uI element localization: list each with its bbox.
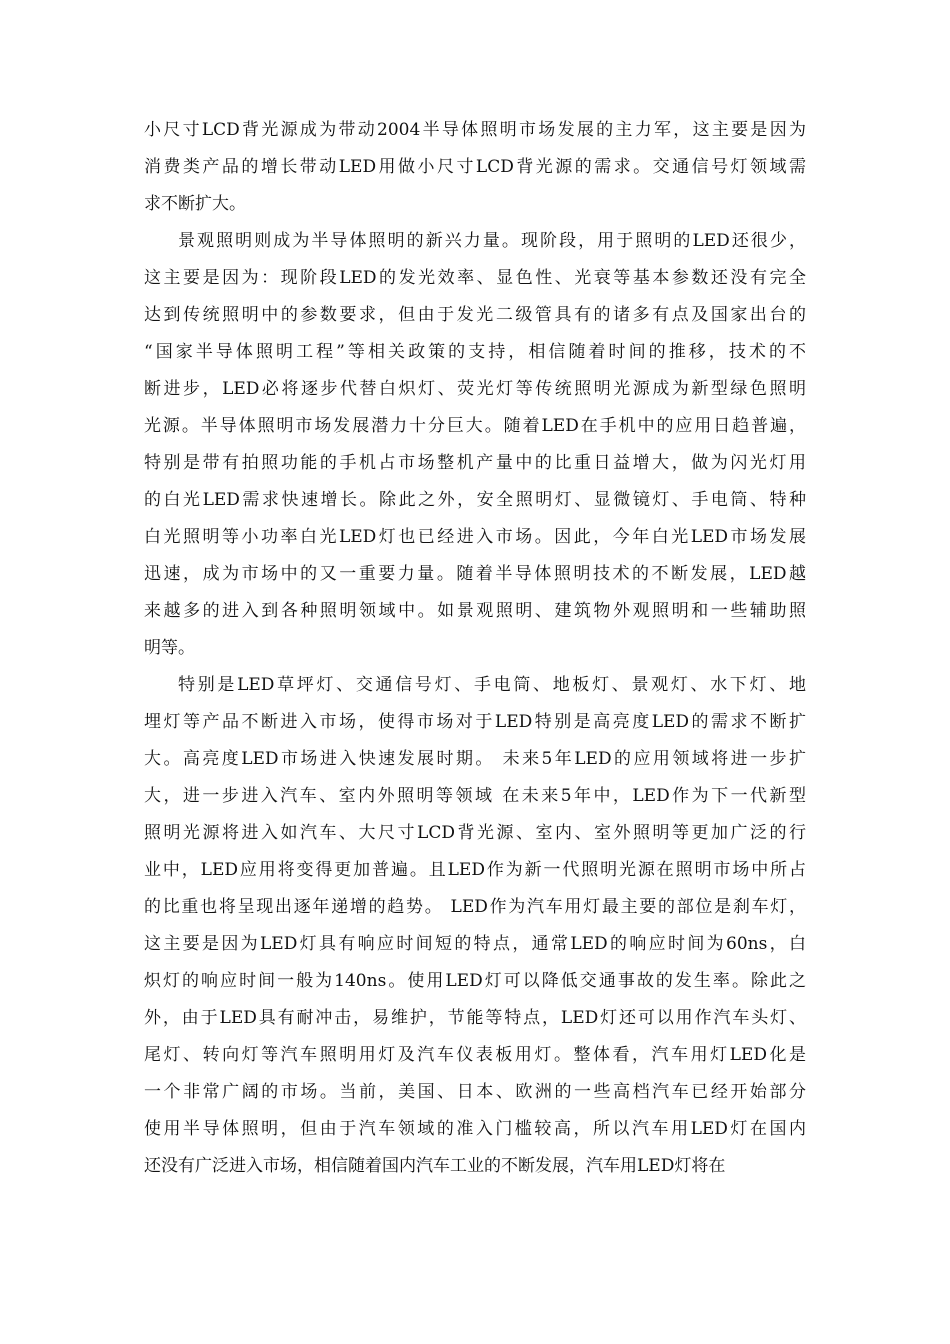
text-line: 特别是LED草坪灯、交通信号灯、手电筒、地板灯、景观灯、水下灯、地 xyxy=(178,675,806,695)
paragraph xyxy=(144,112,806,223)
text-line: 小尺寸LCD背光源成为带动2004半导体照明市场发展的主力军，这主要是因为 xyxy=(144,120,806,140)
text-line: 消费类产品的增长带动LED用做小尺寸LCD背光源的需求。交通信号灯领域需 xyxy=(144,157,806,177)
text-line: 明等。 xyxy=(144,638,195,658)
body-text xyxy=(144,112,806,1185)
text-line: 迅速，成为市场中的又一重要力量。随着半导体照明技术的不断发展，LED越 xyxy=(144,564,806,584)
text-line: 这主要是因为：现阶段LED的发光效率、显色性、光衰等基本参数还没有完全 xyxy=(144,268,806,288)
text-line: 来越多的进入到各种照明领域中。如景观照明、建筑物外观照明和一些辅助照 xyxy=(144,601,806,621)
text-line: “国家半导体照明工程”等相关政策的支持，相信随着时间的推移，技术的不 xyxy=(144,342,806,362)
text-line: 特别是带有拍照功能的手机占市场整机产量中的比重日益增大，做为闪光灯用 xyxy=(144,453,806,473)
text-line: 外，由于LED具有耐冲击，易维护，节能等特点，LED灯还可以用作汽车头灯、 xyxy=(144,1008,806,1028)
text-line: 达到传统照明中的参数要求，但由于发光二级管具有的诸多有点及国家出台的 xyxy=(144,305,806,325)
text-line: 大。高亮度LED市场进入快速发展时期。 未来5年LED的应用领域将进一步扩 xyxy=(144,749,806,769)
text-line: 光源。半导体照明市场发展潜力十分巨大。随着LED在手机中的应用日趋普遍， xyxy=(144,416,806,436)
text-line: 业中，LED应用将变得更加普遍。且LED作为新一代照明光源在照明市场中所占 xyxy=(144,860,806,880)
text-line: 炽灯的响应时间一般为140ns。使用LED灯可以降低交通事故的发生率。除此之 xyxy=(144,971,806,991)
paragraph xyxy=(144,223,806,667)
text-line: 埋灯等产品不断进入市场，使得市场对于LED特别是高亮度LED的需求不断扩 xyxy=(144,712,806,732)
text-line: 断进步，LED必将逐步代替白炽灯、荧光灯等传统照明光源成为新型绿色照明 xyxy=(144,379,806,399)
text-line: 的白光LED需求快速增长。除此之外，安全照明灯、显微镜灯、手电筒、特种 xyxy=(144,490,806,510)
text-line: 白光照明等小功率白光LED灯也已经进入市场。因此，今年白光LED市场发展 xyxy=(144,527,806,547)
text-line: 使用半导体照明，但由于汽车领域的准入门槛较高，所以汽车用LED灯在国内 xyxy=(144,1119,806,1139)
text-line: 大，进一步进入汽车、室内外照明等领域 在未来5年中，LED作为下一代新型 xyxy=(144,786,806,806)
text-line: 求不断扩大。 xyxy=(144,194,246,214)
text-line: 这主要是因为LED灯具有响应时间短的特点，通常LED的响应时间为60ns，白 xyxy=(144,934,806,954)
text-line: 还没有广泛进入市场，相信随着国内汽车工业的不断发展，汽车用LED灯将在 xyxy=(144,1156,726,1176)
text-line: 一个非常广阔的市场。当前，美国、日本、欧洲的一些高档汽车已经开始部分 xyxy=(144,1082,806,1102)
paragraph xyxy=(144,667,806,1185)
text-line: 景观照明则成为半导体照明的新兴力量。现阶段，用于照明的LED还很少， xyxy=(178,231,806,251)
text-line: 照明光源将进入如汽车、大尺寸LCD背光源、室内、室外照明等更加广泛的行 xyxy=(144,823,806,843)
text-line: 的比重也将呈现出逐年递增的趋势。 LED作为汽车用灯最主要的部位是刹车灯， xyxy=(144,897,806,917)
text-line: 尾灯、转向灯等汽车照明用灯及汽车仪表板用灯。整体看，汽车用灯LED化是 xyxy=(144,1045,806,1065)
